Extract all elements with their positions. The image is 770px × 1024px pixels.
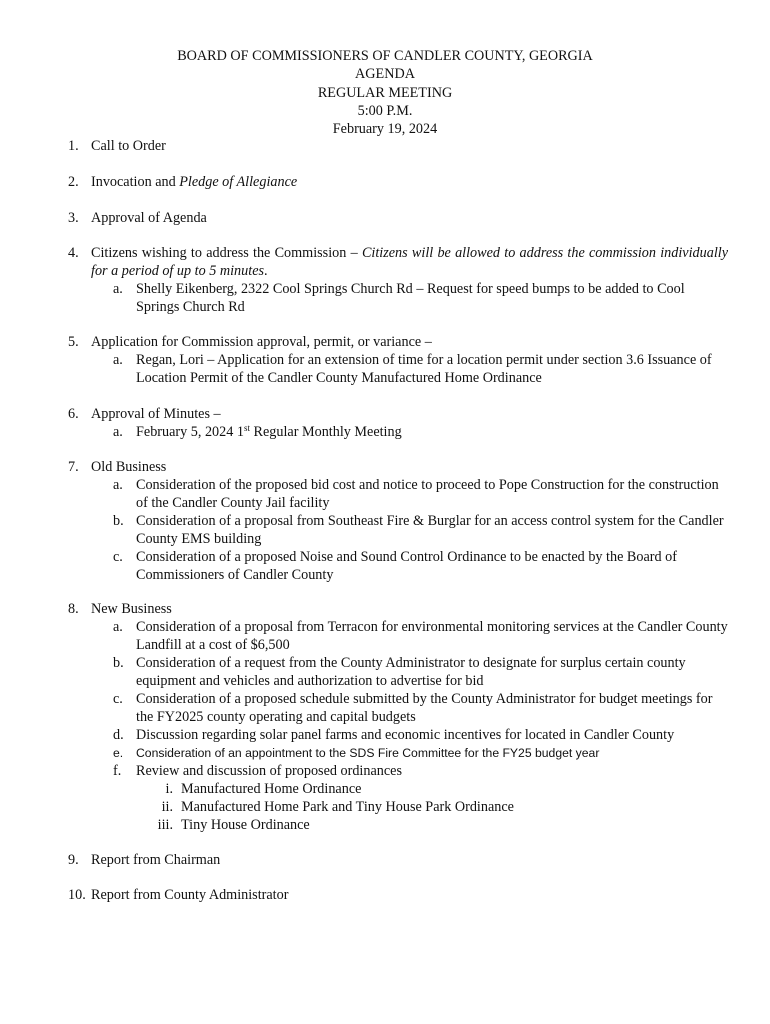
sub-item-text: Consideration of the proposed bid cost and notice to proceed to Pope Construction for the construction of the Candler County Jail facility (136, 477, 719, 511)
agenda-item-minutes (68, 405, 728, 441)
sub-item-text: Consideration of an appointment to the SDS Fire Committee for the FY25 budget year (136, 746, 600, 760)
item-number: 3. (68, 210, 79, 226)
sub-item-label: f. (113, 763, 122, 779)
agenda-item-old-business (68, 458, 728, 584)
sub-item (113, 762, 728, 780)
agenda-item-call-to-order (68, 137, 728, 155)
sub-item-label: b. (113, 513, 124, 529)
sub-item (113, 548, 728, 584)
sub-item (113, 423, 728, 441)
agenda-item-invocation (68, 173, 728, 191)
sub-item-label: c. (113, 549, 123, 565)
sub-sub-item-label: i. (165, 781, 173, 797)
sub-sub-item (149, 780, 728, 798)
sub-item-text: Shelly Eikenberg, 2322 Cool Springs Church Rd – Request for speed bumps to be added to Cool Springs Church Rd (136, 281, 685, 315)
header-meeting-type: REGULAR MEETING (317, 84, 453, 101)
item-text: Invocation and (91, 174, 180, 190)
header-agenda: AGENDA (355, 66, 415, 83)
item-text: Citizens wishing to address the Commission – (91, 245, 362, 261)
item-italic-text: Pledge of Allegiance (179, 174, 298, 190)
item-number: 9. (68, 852, 79, 868)
agenda-item-report-administrator (68, 886, 728, 904)
sub-item-label: d. (113, 727, 124, 743)
item-text: Approval of Minutes – (91, 406, 221, 422)
sub-item-label: a. (113, 477, 123, 493)
sub-item-label: a. (113, 281, 123, 297)
item-text: Report from County Administrator (91, 887, 289, 903)
sub-sub-item-label: ii. (161, 799, 173, 815)
sub-item-label: e. (113, 746, 124, 760)
item-number: 2. (68, 174, 79, 190)
sub-sub-item-text: Manufactured Home Park and Tiny House Park Ordinance (181, 799, 514, 815)
sub-item-text: Consideration of a proposed schedule submitted by the County Administrator for budget meetings for the FY2025 county operating and capital budgets (136, 691, 713, 725)
header-board-title: BOARD OF COMMISSIONERS OF CANDLER COUNTY, GEORGIA (177, 48, 593, 64)
item-number: 10. (68, 887, 86, 903)
item-text: Application for Commission approval, permit, or variance – (91, 334, 432, 350)
sub-item (113, 476, 728, 512)
item-number: 4. (68, 245, 79, 261)
agenda-item-citizens: 4. Citizens wishing to address the Commission – Citizens will be allowed to address the commission individually for a period of up to 5 minutes. a. Shelly Eikenberg, 2322 Cool Springs Church Rd – Request for speed bumps to be added to Cool Springs Church Rd (68, 245, 729, 315)
item-number: 7. (68, 459, 79, 475)
sub-sub-item-label: iii. (157, 817, 173, 833)
sub-item (113, 618, 728, 654)
item-text: Approval of Agenda (91, 210, 207, 226)
sub-item (113, 654, 728, 690)
sub-item-text: Consideration of a request from the County Administrator to designate for surplus certain county equipment and vehicles and authorization to advertise for bid (136, 655, 686, 689)
sub-item (113, 512, 728, 548)
header-date: February 19, 2024 (332, 121, 438, 138)
sub-item (113, 351, 728, 387)
sub-item-text: Consideration of a proposal from Southeast Fire & Burglar for an access control system for the Candler County EMS building (136, 513, 724, 547)
item-number: 1. (68, 138, 79, 154)
sub-sub-item-text: Tiny House Ordinance (181, 817, 310, 833)
agenda-item-application (68, 333, 728, 387)
sub-sub-item (149, 798, 728, 816)
sub-item-text: February 5, 2024 1st Regular Monthly Meeting (136, 423, 402, 440)
sub-item-text: Review and discussion of proposed ordinances (136, 763, 402, 779)
item-number: 5. (68, 334, 79, 350)
item-number: 8. (68, 601, 79, 617)
sub-item (113, 280, 728, 316)
sub-item-label: a. (113, 424, 123, 440)
sub-item-label: b. (113, 655, 124, 671)
item-text: New Business (91, 601, 172, 617)
agenda-item-approval-of-agenda (68, 209, 728, 227)
sub-sub-item (149, 816, 728, 834)
item-text: Report from Chairman (91, 852, 221, 868)
sub-item (113, 744, 728, 762)
item-number: 6. (68, 406, 79, 422)
sub-item-label: c. (113, 691, 123, 707)
header-time: 5:00 P.M. (357, 102, 413, 119)
sub-item-text: Discussion regarding solar panel farms and economic incentives for located in Candler County (136, 727, 675, 743)
sub-item-text: Consideration of a proposal from Terracon for environmental monitoring services at the Candler County Landfill at a cost of $6,500 (136, 619, 728, 653)
sub-item-text: Regan, Lori – Application for an extension of time for a location permit under section 3.6 Issuance of Location Permit of the Candler County Manufactured Home Ordinance (136, 352, 712, 386)
sub-sub-item-text: Manufactured Home Ordinance (181, 781, 362, 797)
sub-item (113, 726, 728, 744)
sub-item-label: a. (113, 619, 123, 635)
item-text: Call to Order (91, 138, 166, 154)
item-text: Old Business (91, 459, 167, 475)
agenda-header (0, 47, 770, 138)
sub-item-text: Consideration of a proposed Noise and Sound Control Ordinance to be enacted by the Board of Commissioners of Candler County (136, 549, 677, 583)
item-italic-text: Citizens will be allowed to address the commission individually for a period of up to 5 minutes (91, 245, 729, 279)
sub-item-label: a. (113, 352, 123, 368)
sub-item (113, 690, 728, 726)
agenda-item-report-chairman (68, 851, 728, 869)
agenda-item-new-business (68, 600, 728, 834)
